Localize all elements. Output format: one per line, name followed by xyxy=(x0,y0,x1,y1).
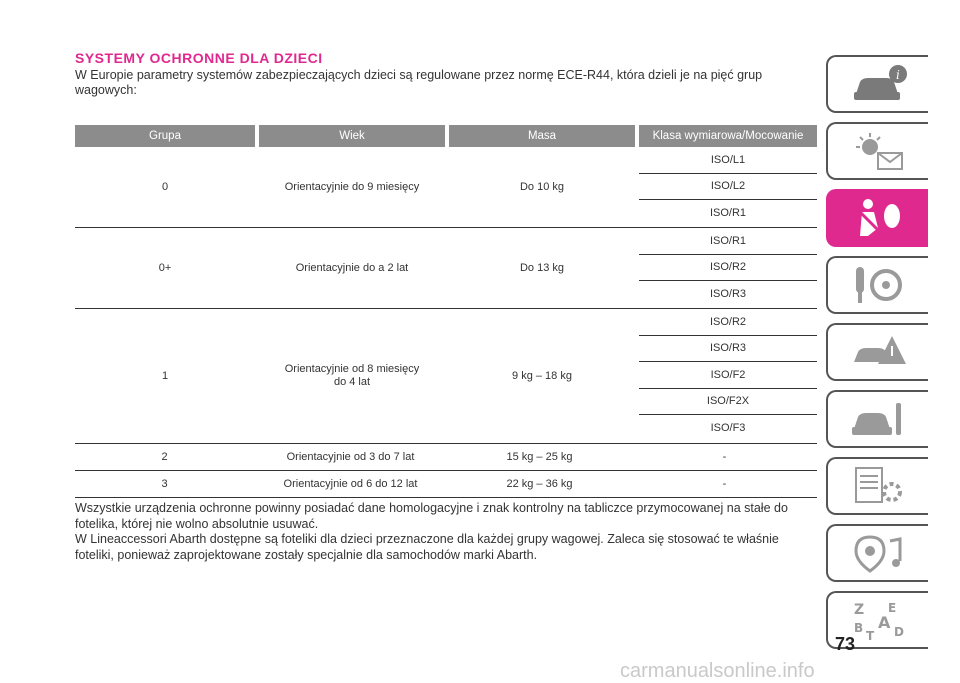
class-item: ISO/L2 xyxy=(639,174,817,201)
music-nav-icon xyxy=(848,531,908,575)
class-item: ISO/R1 xyxy=(639,228,817,255)
class-list xyxy=(639,228,817,308)
cell-mass: 22 kg – 36 kg xyxy=(506,478,573,490)
svg-text:D: D xyxy=(894,625,904,639)
tab-warnings[interactable] xyxy=(826,323,928,381)
alphabet-index-icon xyxy=(848,598,908,642)
table-row xyxy=(75,228,817,309)
tab-car-info[interactable] xyxy=(826,55,928,113)
closing-paragraph: W Lineaccessori Abarth dostępne są foteliki dla dzieci przeznaczone dla każdej grupy wagowej. Zaleca się stosować te właśnie foteliki, ponieważ zaprojektowane zostały specjalnie dla samochodów marki Abarth. xyxy=(75,532,779,562)
header-age: Wiek xyxy=(259,125,445,147)
class-item: ISO/R2 xyxy=(639,255,817,282)
cell-age: Orientacyjnie do a 2 lat xyxy=(295,261,409,274)
class-item: ISO/R1 xyxy=(709,207,747,220)
table-header xyxy=(75,125,817,147)
class-item: ISO/L1 xyxy=(639,147,817,174)
tab-multimedia[interactable] xyxy=(826,524,928,582)
seatbelt-airbag-icon xyxy=(848,196,908,240)
class-list xyxy=(639,309,817,442)
key-steering-wheel-icon xyxy=(848,263,908,307)
tab-safety[interactable] xyxy=(826,189,928,247)
tab-emergency[interactable] xyxy=(826,390,928,448)
page-number: 73 xyxy=(835,634,856,654)
lights-mail-icon xyxy=(848,129,908,173)
section-tab-bar xyxy=(826,55,928,658)
cell-class: - xyxy=(722,451,727,463)
class-item: ISO/R3 xyxy=(709,288,747,301)
cell-group: 0+ xyxy=(158,261,172,274)
header-mass: Masa xyxy=(449,125,635,147)
closing-text xyxy=(75,501,815,563)
tab-start-driving[interactable] xyxy=(826,256,928,314)
cell-group: 3 xyxy=(161,478,168,490)
section-title: SYSTEMY OCHRONNE DLA DZIECI xyxy=(75,50,323,66)
cell-mass: 9 kg – 18 kg xyxy=(512,369,572,382)
cell-group: 0 xyxy=(161,180,169,193)
intro-paragraph: W Europie parametry systemów zabezpieczających dzieci są regulowane przez normę ECE-R44, która dzieli je na pięć grup wagowych: xyxy=(75,68,763,97)
table-row xyxy=(75,444,817,471)
car-tools-icon xyxy=(848,397,908,441)
cell-group: 1 xyxy=(161,369,169,382)
table-row xyxy=(75,309,817,444)
car-warning-icon xyxy=(848,330,908,374)
svg-text:i: i xyxy=(896,68,900,82)
class-item: ISO/R2 xyxy=(639,309,817,336)
cell-mass: Do 10 kg xyxy=(519,180,565,193)
svg-text:E: E xyxy=(888,601,897,615)
header-group: Grupa xyxy=(75,125,255,147)
cell-class: - xyxy=(722,478,727,490)
list-gear-icon xyxy=(848,464,908,508)
class-item: ISO/F3 xyxy=(710,422,746,435)
closing-paragraph: Wszystkie urządzenia ochronne powinny posiadać dane homologacyjne i znak kontrolny na tabliczce przymocowanej na stałe do fotelika, której nie wolno absolutnie usuwać. xyxy=(75,501,788,531)
class-item: ISO/F2X xyxy=(639,389,817,416)
svg-text:B: B xyxy=(854,621,864,635)
cell-age: Orientacyjnie od 6 do 12 lat xyxy=(283,478,418,490)
table-row xyxy=(75,147,817,228)
cell-mass: Do 13 kg xyxy=(519,261,565,274)
class-item: ISO/F2 xyxy=(639,362,817,389)
svg-text:T: T xyxy=(866,629,875,642)
table-row xyxy=(75,471,817,498)
tab-maintenance[interactable] xyxy=(826,457,928,515)
class-list xyxy=(639,147,817,227)
car-info-icon xyxy=(848,62,908,106)
cell-mass: 15 kg – 25 kg xyxy=(506,451,573,463)
header-class: Klasa wymiarowa/Mocowanie xyxy=(639,125,817,147)
svg-text:Z: Z xyxy=(854,602,865,618)
cell-age: Orientacyjnie do 9 miesięcy xyxy=(284,180,420,193)
cell-age: Orientacyjnie od 8 miesięcy do 4 lat xyxy=(284,363,420,388)
watermark: carmanualsonline.info xyxy=(620,660,815,682)
cell-group: 2 xyxy=(161,451,168,463)
tab-lights-mail[interactable] xyxy=(826,122,928,180)
class-item: ISO/R3 xyxy=(639,336,817,363)
cell-age: Orientacyjnie od 3 do 7 lat xyxy=(286,451,415,463)
weight-group-table xyxy=(75,125,817,498)
svg-text:A: A xyxy=(878,613,891,632)
